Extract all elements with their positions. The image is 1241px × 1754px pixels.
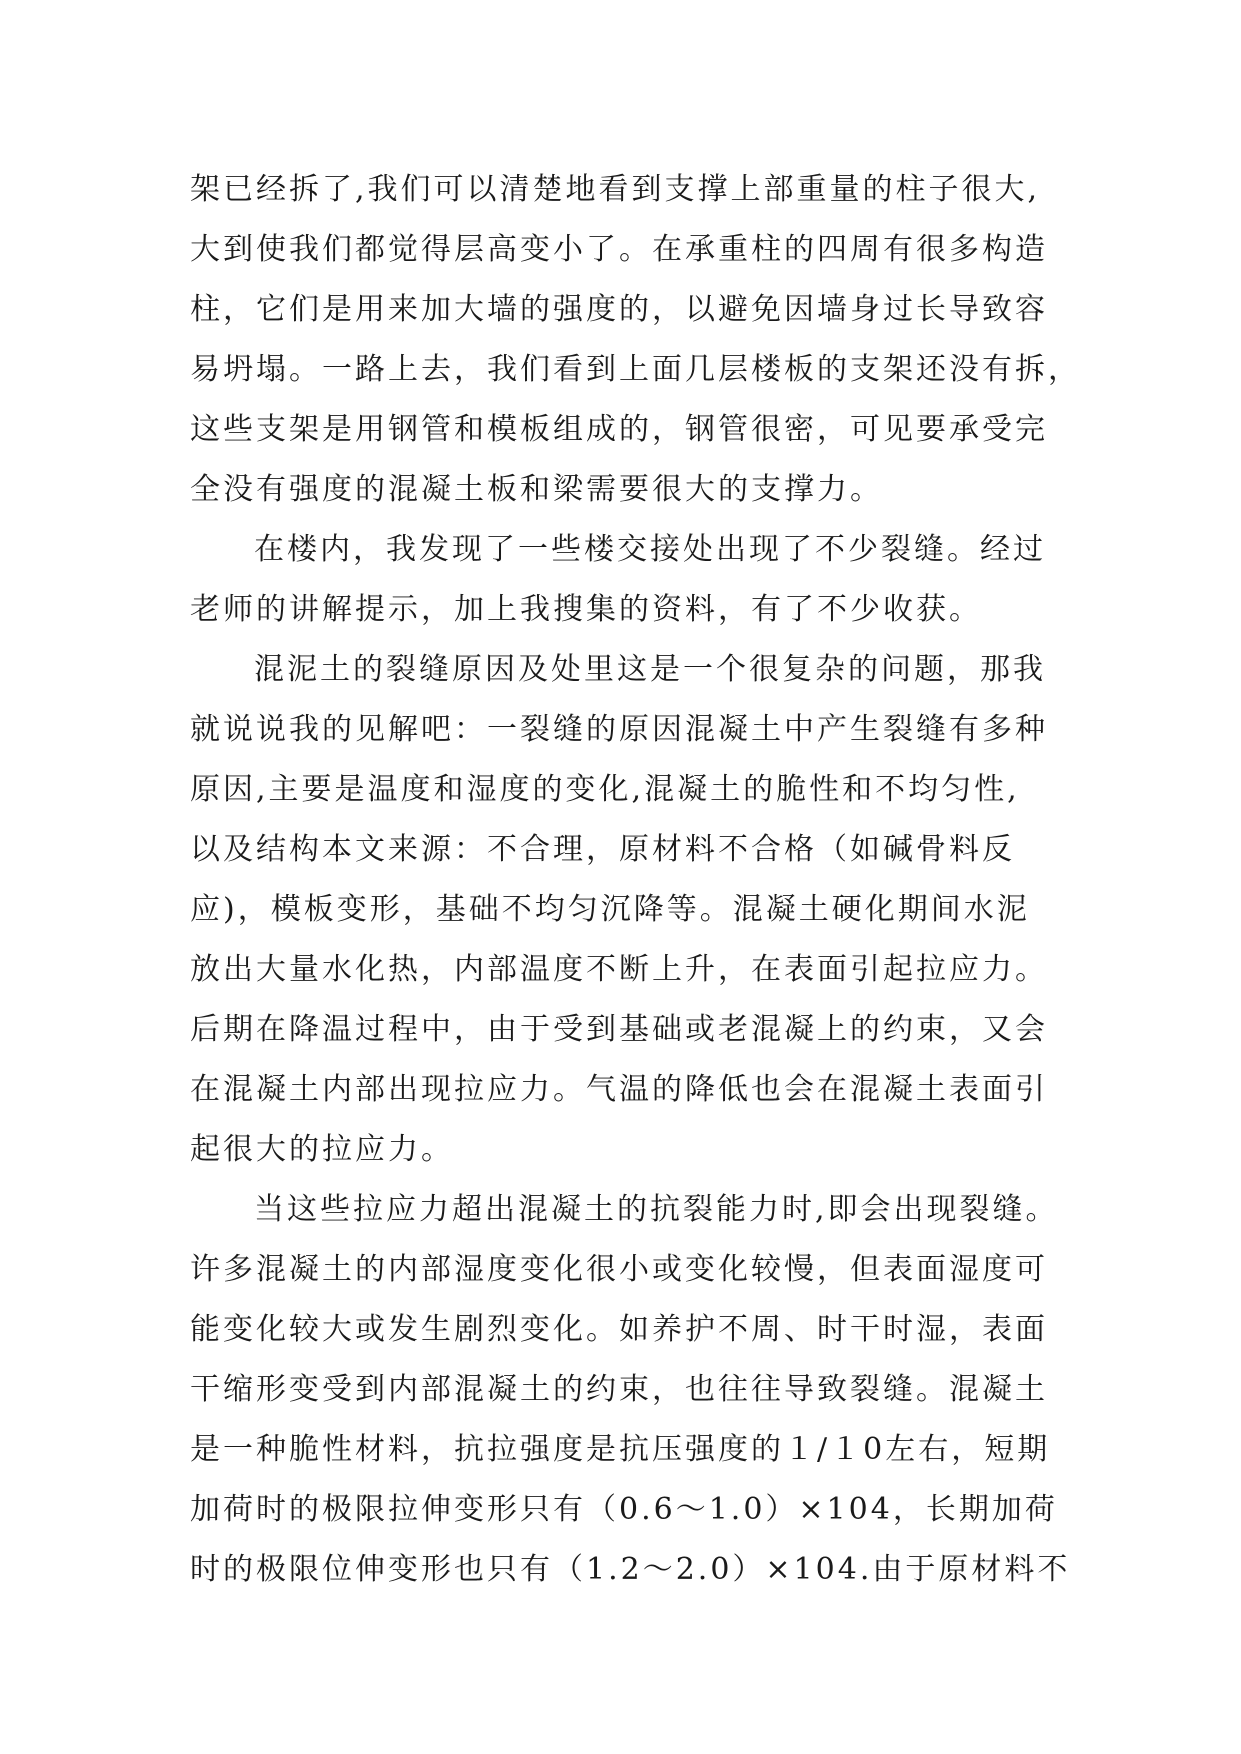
body-text: [190, 160, 1081, 1600]
text-line: 老师的讲解提示，加上我搜集的资料，有了不少收获。: [190, 592, 982, 627]
text-line: 放出大量水化热，内部温度不断上升，在表面引起拉应力。: [190, 952, 1048, 987]
text-line: 起很大的拉应力。: [190, 1132, 454, 1167]
text-line: 架已经拆了,我们可以清楚地看到支撑上部重量的柱子很大,: [190, 172, 1041, 207]
text-line: 在楼内，我发现了一些楼交接处出现了不少裂缝。经过: [254, 532, 1046, 567]
text-line: 以及结构本文来源：不合理，原材料不合格（如碱骨料反: [190, 832, 1015, 867]
text-line: 在混凝土内部出现拉应力。气温的降低也会在混凝土表面引: [190, 1072, 1048, 1107]
text-line: 加荷时的极限拉伸变形只有（0.6～1.0）×104，长期加荷: [190, 1492, 1058, 1527]
text-line: 干缩形变受到内部混凝土的约束，也往往导致裂缝。混凝土: [190, 1372, 1048, 1407]
text-line: 是一种脆性材料，抗拉强度是抗压强度的１/１0左右，短期: [190, 1432, 1051, 1467]
text-line: 易坍塌。一路上去，我们看到上面几层楼板的支架还没有拆，: [190, 352, 1081, 387]
text-line: 许多混凝土的内部湿度变化很小或变化较慢，但表面湿度可: [190, 1252, 1048, 1287]
text-line: 应)，模板变形，基础不均匀沉降等。混凝土硬化期间水泥: [190, 892, 1030, 927]
text-line: 能变化较大或发生剧烈变化。如养护不周、时干时湿，表面: [190, 1312, 1048, 1347]
paragraph: [190, 520, 1070, 640]
text-line: 大到使我们都觉得层高变小了。在承重柱的四周有很多构造: [190, 232, 1048, 267]
text-line: 原因,主要是温度和湿度的变化,混凝土的脆性和不均匀性,: [190, 772, 1020, 807]
text-line: 混泥土的裂缝原因及处里这是一个很复杂的问题，那我: [254, 652, 1046, 687]
text-line: 柱，它们是用来加大墙的强度的，以避免因墙身过长导致容: [190, 292, 1048, 327]
text-line: 就说说我的见解吧：一裂缝的原因混凝土中产生裂缝有多种: [190, 712, 1048, 747]
paragraph: [190, 1180, 1070, 1600]
paragraph: [190, 160, 1081, 520]
text-line: 后期在降温过程中，由于受到基础或老混凝上的约束，又会: [190, 1012, 1048, 1047]
text-line: 这些支架是用钢管和模板组成的，钢管很密，可见要承受完: [190, 412, 1048, 447]
text-line: 全没有强度的混凝土板和梁需要很大的支撑力。: [190, 472, 883, 507]
text-line: 时的极限位伸变形也只有（1.2～2.0）×104.由于原材料不: [190, 1552, 1071, 1587]
paragraph: [190, 640, 1070, 1180]
text-line: 当这些拉应力超出混凝土的抗裂能力时,即会出现裂缝。: [254, 1192, 1059, 1227]
